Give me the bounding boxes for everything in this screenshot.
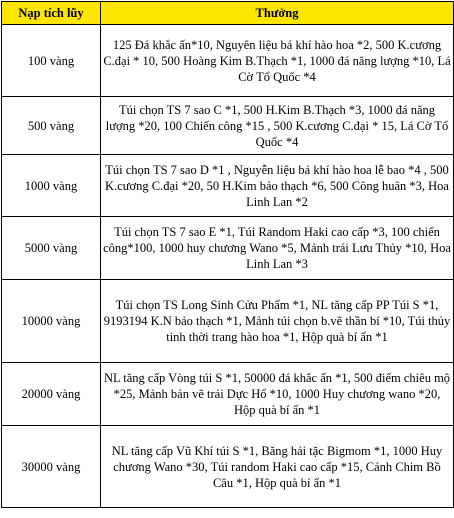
header-deposit: Nạp tích lũy — [2, 2, 101, 25]
reward-text: Túi chọn TS 7 sao C *1, 500 H.Kim B.Thạch *3, 1000 đá năng lượng *20, 100 Chiến công *15 , 500 K.cương C.đại * 15, Lá Cờ Tổ Quốc *4 — [101, 97, 454, 155]
reward-text: NL tăng cấp Vũ Khí túi S *1, Băng hải tặc Bigmom *1, 1000 Huy chương Wano *30, Túi random Haki cao cấp *15, Cánh Chim Bồ Câu *1, Hộp quà bí ẩn *1 — [101, 426, 454, 508]
reward-text: Túi chọn TS 7 sao D *1 , Nguyễn liệu bá khí hào hoa lễ bao *4 , 500 K.cương C.đại *20, 50 H.Kim bảo thạch *6, 500 Công huân *3, Hoa Linh Lan *2 — [101, 155, 454, 217]
reward-text: Túi chọn TS 7 sao E *1, Túi Random Haki cao cấp *3, 100 chiến công*100, 1000 huy chương Wano *5, Mảnh trái Lưu Thủy *10, Hoa Linh Lan *3 — [101, 217, 454, 280]
header-row — [2, 2, 454, 25]
deposit-amount: 10000 vàng — [2, 280, 101, 363]
table-row — [2, 280, 454, 363]
deposit-amount: 20000 vàng — [2, 363, 101, 426]
deposit-amount: 500 vàng — [2, 97, 101, 155]
table-row — [2, 426, 454, 508]
table-row — [2, 25, 454, 97]
deposit-amount: 30000 vàng — [2, 426, 101, 508]
reward-table — [1, 1, 454, 508]
table-row — [2, 363, 454, 426]
table-row — [2, 217, 454, 280]
deposit-amount: 100 vàng — [2, 25, 101, 97]
reward-text: Túi chọn TS Long Sinh Cửu Phẩm *1, NL tăng cấp PP Túi S *1, 9193194 K.N bảo thạch *1, Mảnh túi chọn b.vẽ thần bí *10, Túi thủy tinh thời trang hào hoa *1, Hộp quà bí ẩn *1 — [101, 280, 454, 363]
header-reward: Thưởng — [101, 2, 454, 25]
deposit-amount: 1000 vàng — [2, 155, 101, 217]
reward-text: 125 Đá khắc ấn*10, Nguyên liệu bá khí hào hoa *2, 500 K.cương C.đại * 10, 500 Hoàng Kim B.Thạch *1, 1000 đá năng lượng *10, Lá Cờ Tổ Quốc *4 — [101, 25, 454, 97]
table-row — [2, 155, 454, 217]
deposit-amount: 5000 vàng — [2, 217, 101, 280]
table-row — [2, 97, 454, 155]
reward-text: NL tăng cấp Vòng túi S *1, 50000 đá khắc ấn *1, 500 điểm chiêu mộ *25, Mảnh bản vẽ trái Dực Hổ *10, 1000 Huy chương wano *20, Hộp quà bí ẩn *1 — [101, 363, 454, 426]
